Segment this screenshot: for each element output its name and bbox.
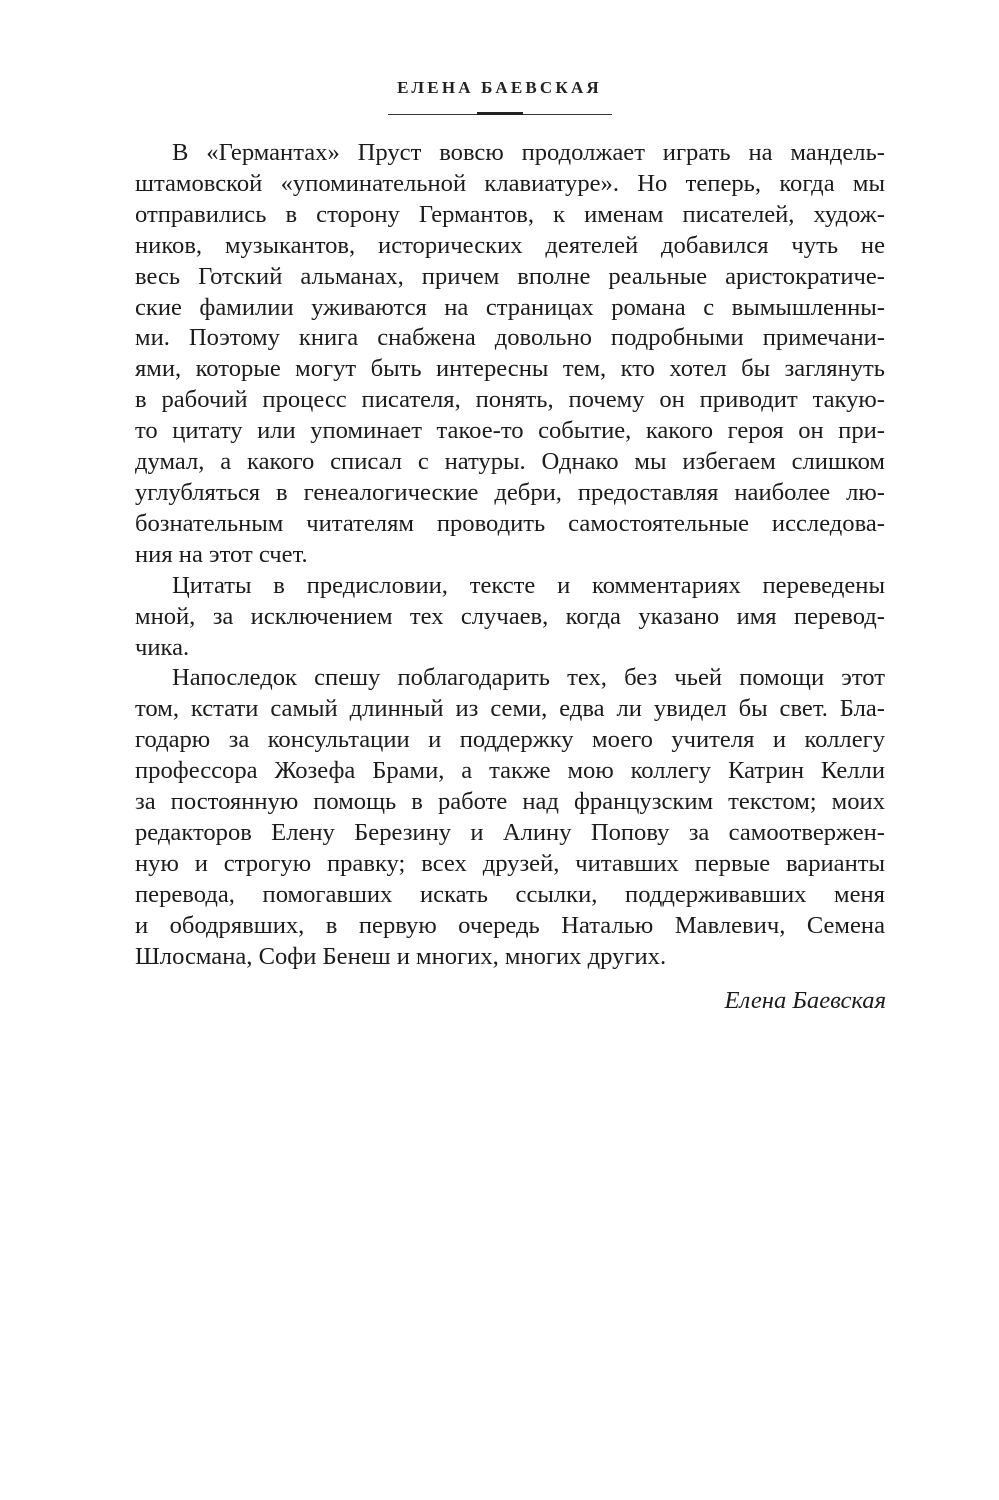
text-line: штамовской «упоминательной клавиатуре». Но теперь, когда мы [135,169,885,197]
text-line: ников, музыкантов, исторических деятелей добавился чуть не [135,231,885,259]
header-rule-ornament [477,112,523,115]
text-line: ния на этот счет. [135,540,308,568]
text-line: ями, которые могут быть интересны тем, кто хотел бы заглянуть [135,355,885,383]
text-line: бознательным читателям проводить самостоятельные исследова- [135,509,885,537]
text-line: ские фамилии уживаются на страницах романа с вымышленны- [135,293,885,321]
author-signature: Елена Баевская [724,987,886,1014]
text-line: ми. Поэтому книга снабжена довольно подробными примечани- [135,324,885,352]
text-line: думал, а какого списал с натуры. Однако мы избегаем слишком [135,448,885,476]
running-head: ЕЛЕНА БАЕВСКАЯ [397,78,602,97]
text-line: чика. [135,633,190,661]
body-text [135,138,885,972]
text-line: том, кстати самый длинный из семи, едва ли увидел бы свет. Бла- [135,695,885,723]
text-line: в рабочий процесс писателя, понять, почему он приводит такую- [135,386,885,414]
text-line: углубляться в генеалогические дебри, предоставляя наиболее лю- [135,478,885,506]
text-line: редакторов Елену Березину и Алину Попову за самоотвержен- [135,818,885,846]
text-line: отправились в сторону Германтов, к именам писателей, худож- [135,200,885,228]
text-line: ную и строгую правку; всех друзей, читавших первые варианты [135,849,885,877]
text-line: Напоследок спешу поблагодарить тех, без чьей помощи этот [172,664,885,692]
text-line: то цитату или упоминает такое-то событие, какого героя он при- [135,417,885,445]
text-line: Цитаты в предисловии, тексте и комментариях переведены [172,571,885,599]
text-line: весь Готский альманах, причем вполне реальные аристократиче- [135,262,885,290]
text-line: мной, за исключением тех случаев, когда указано имя перевод- [135,602,885,630]
text-line: и ободрявших, в первую очередь Наталью Мавлевич, Семена [135,911,885,939]
text-line: Шлосмана, Софи Бенеш и многих, многих других. [135,942,667,970]
text-line: годарю за консультации и поддержку моего учителя и коллегу [135,726,885,754]
text-line: за постоянную помощь в работе над французским текстом; моих [135,788,885,816]
text-line: перевода, помогавших искать ссылки, поддерживавших меня [135,880,885,908]
text-line: В «Германтах» Пруст вовсю продолжает играть на мандель- [172,139,885,166]
text-line: профессора Жозефа Брами, а также мою коллегу Катрин Келли [135,757,885,785]
